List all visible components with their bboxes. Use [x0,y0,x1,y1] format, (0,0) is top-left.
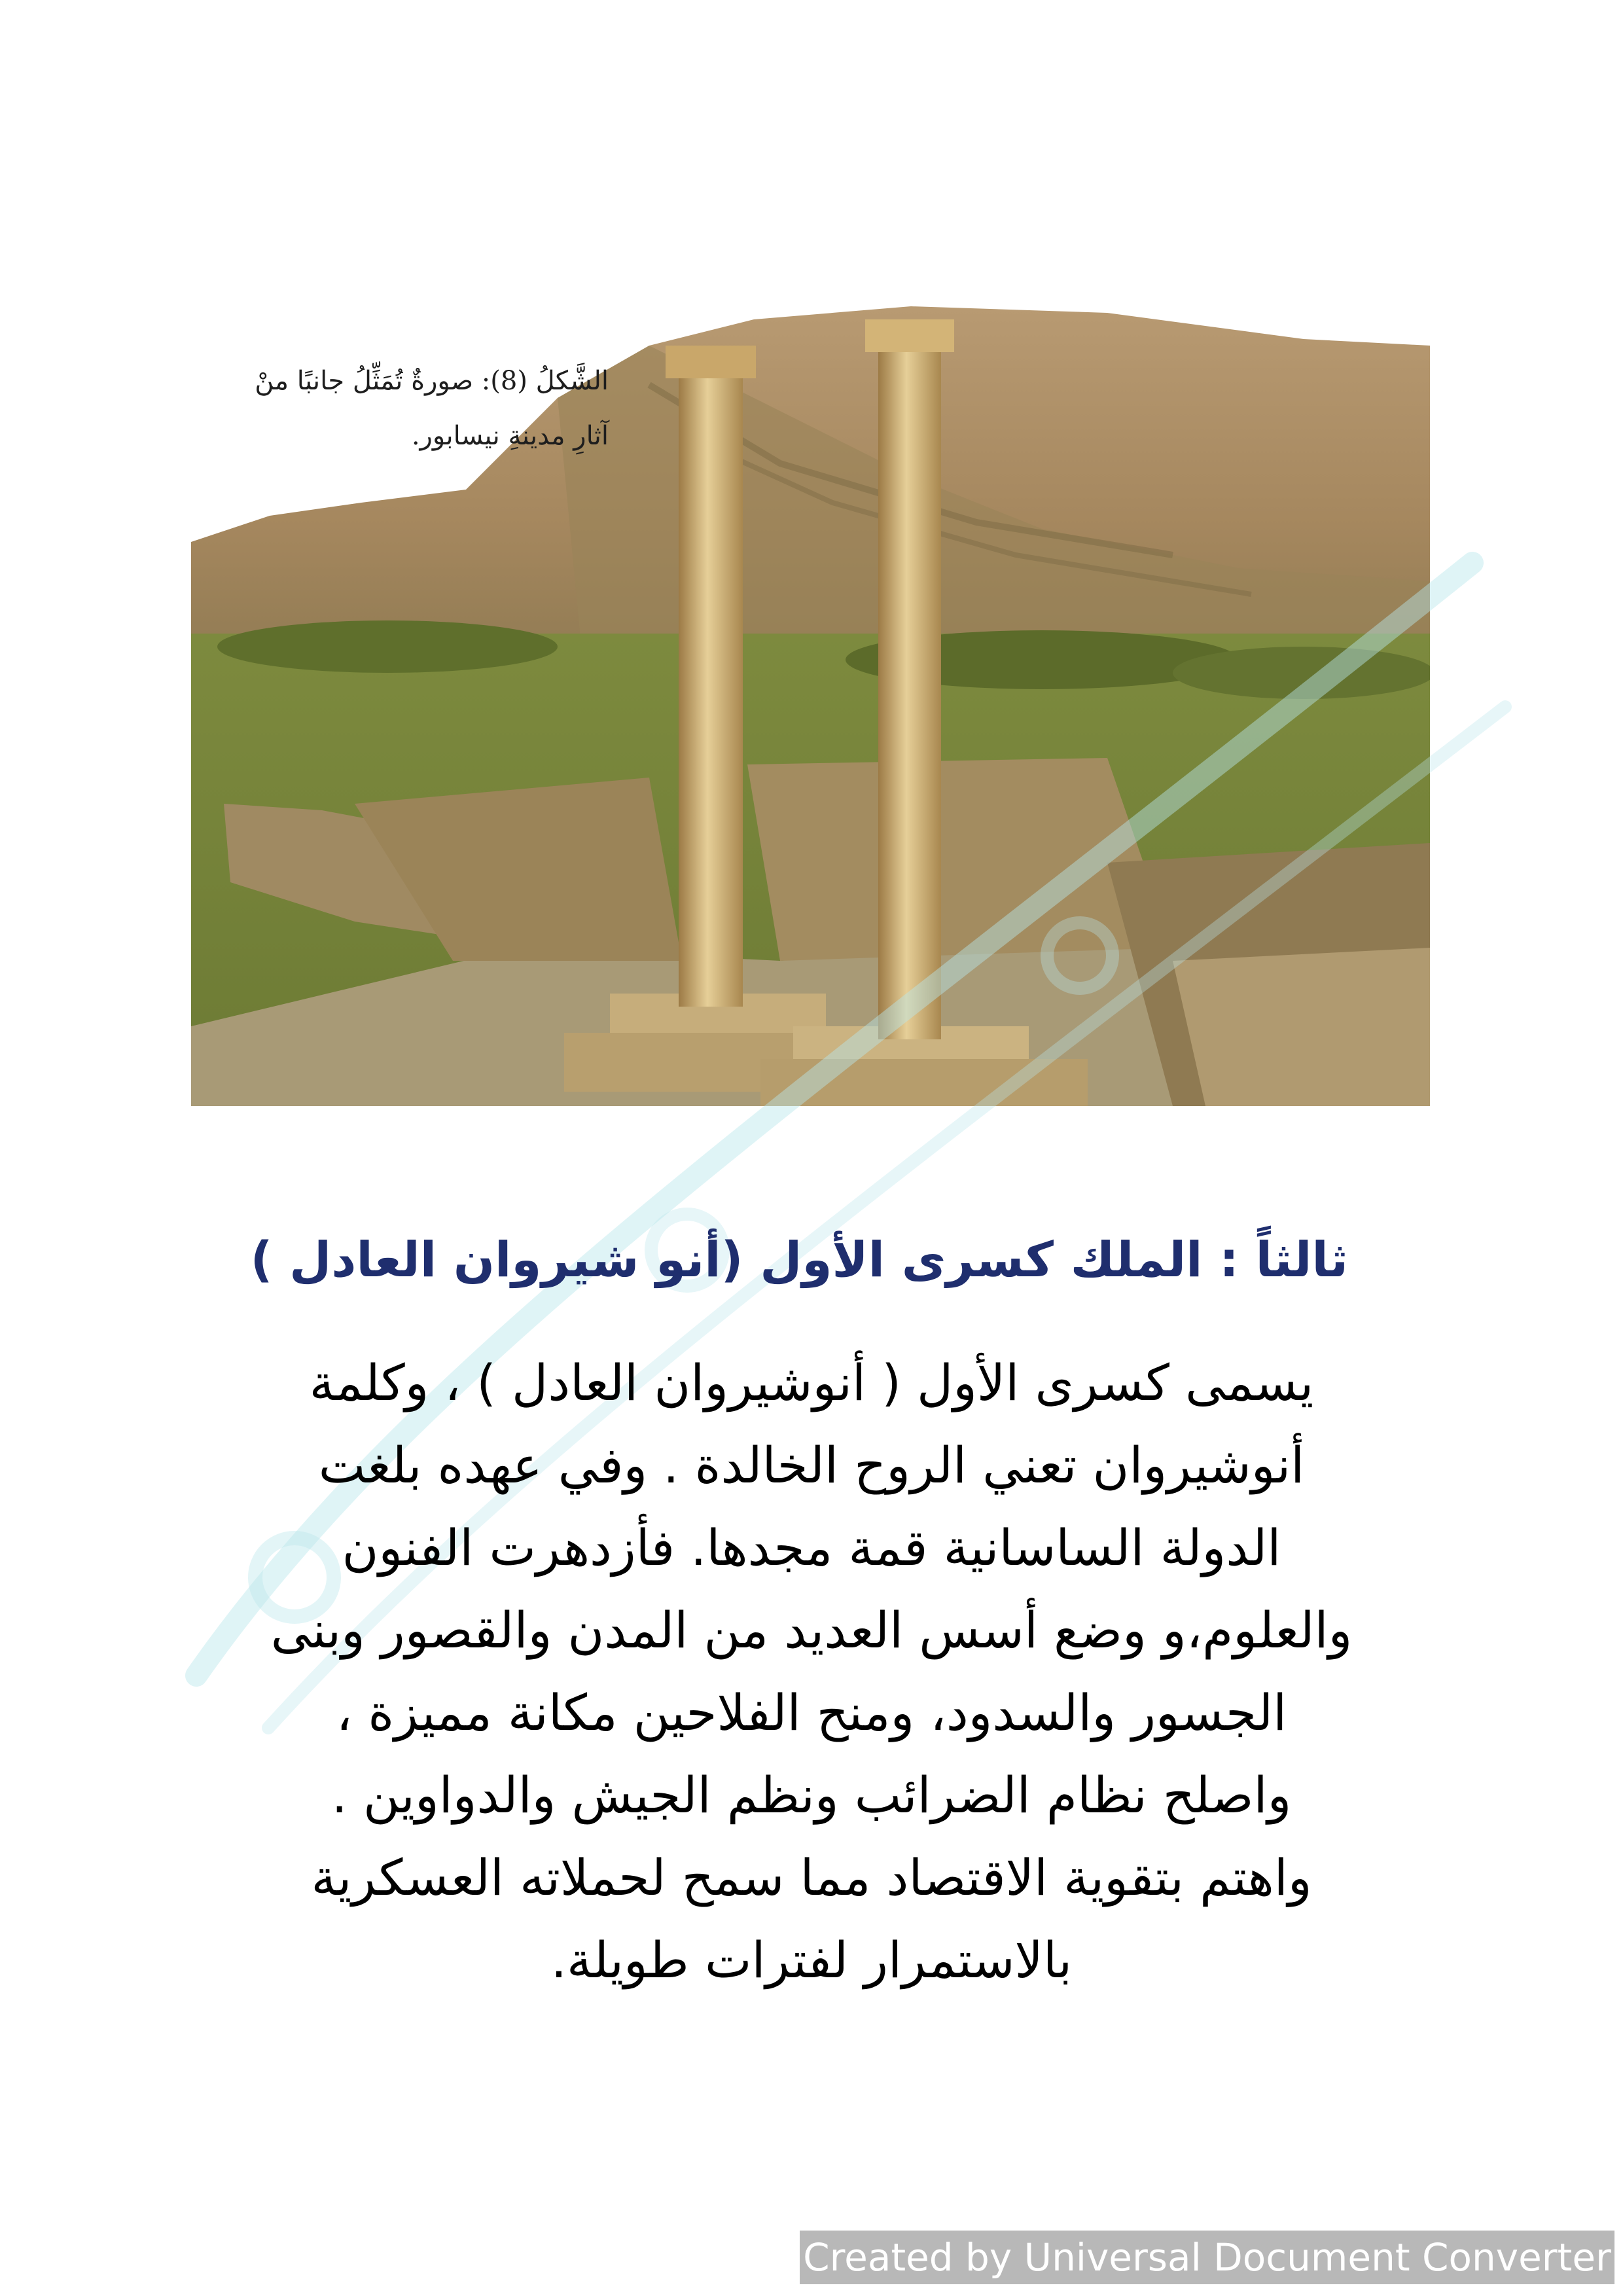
body-line: واصلح نظام الضرائب ونظم الجيش والدواوين . [331,1766,1292,1824]
body-line: بالاستمرار لفترات طويلة. [550,1931,1073,1989]
figure-caption [216,353,609,463]
caption-line: آثارِ مدينةِ نيسابور. [411,421,609,451]
body-paragraph [183,1342,1440,2001]
converter-footer: Created by Universal Document Converter [800,2231,1614,2284]
section-heading: ثالثاً : الملك كسرى الأول (أنو شيروان العادل ) [250,1232,1348,1288]
body-line: الجسور والسدود، ومنح الفلاحين مكانة مميزة ، [336,1683,1287,1742]
body-line: يسمى كسرى الأول ( أنوشيروان العادل ) ، وكلمة [309,1354,1314,1412]
body-line: أنوشيروان تعني الروح الخالدة . وفي عهده بلغت [318,1436,1305,1494]
body-line: الدولة الساسانية قمة مجدها. فأزدهرت الفنون [342,1518,1281,1577]
body-line: واهتم بتقوية الاقتصاد مما سمح لحملاته العسكرية [311,1848,1312,1907]
body-line: والعلوم،و وضع أسس العديد من المدن والقصور وبنى [270,1601,1353,1659]
caption-line: الشَّكلُ (8): صورةٌ تُمَثِّلُ جانبًا منْ [255,366,609,396]
